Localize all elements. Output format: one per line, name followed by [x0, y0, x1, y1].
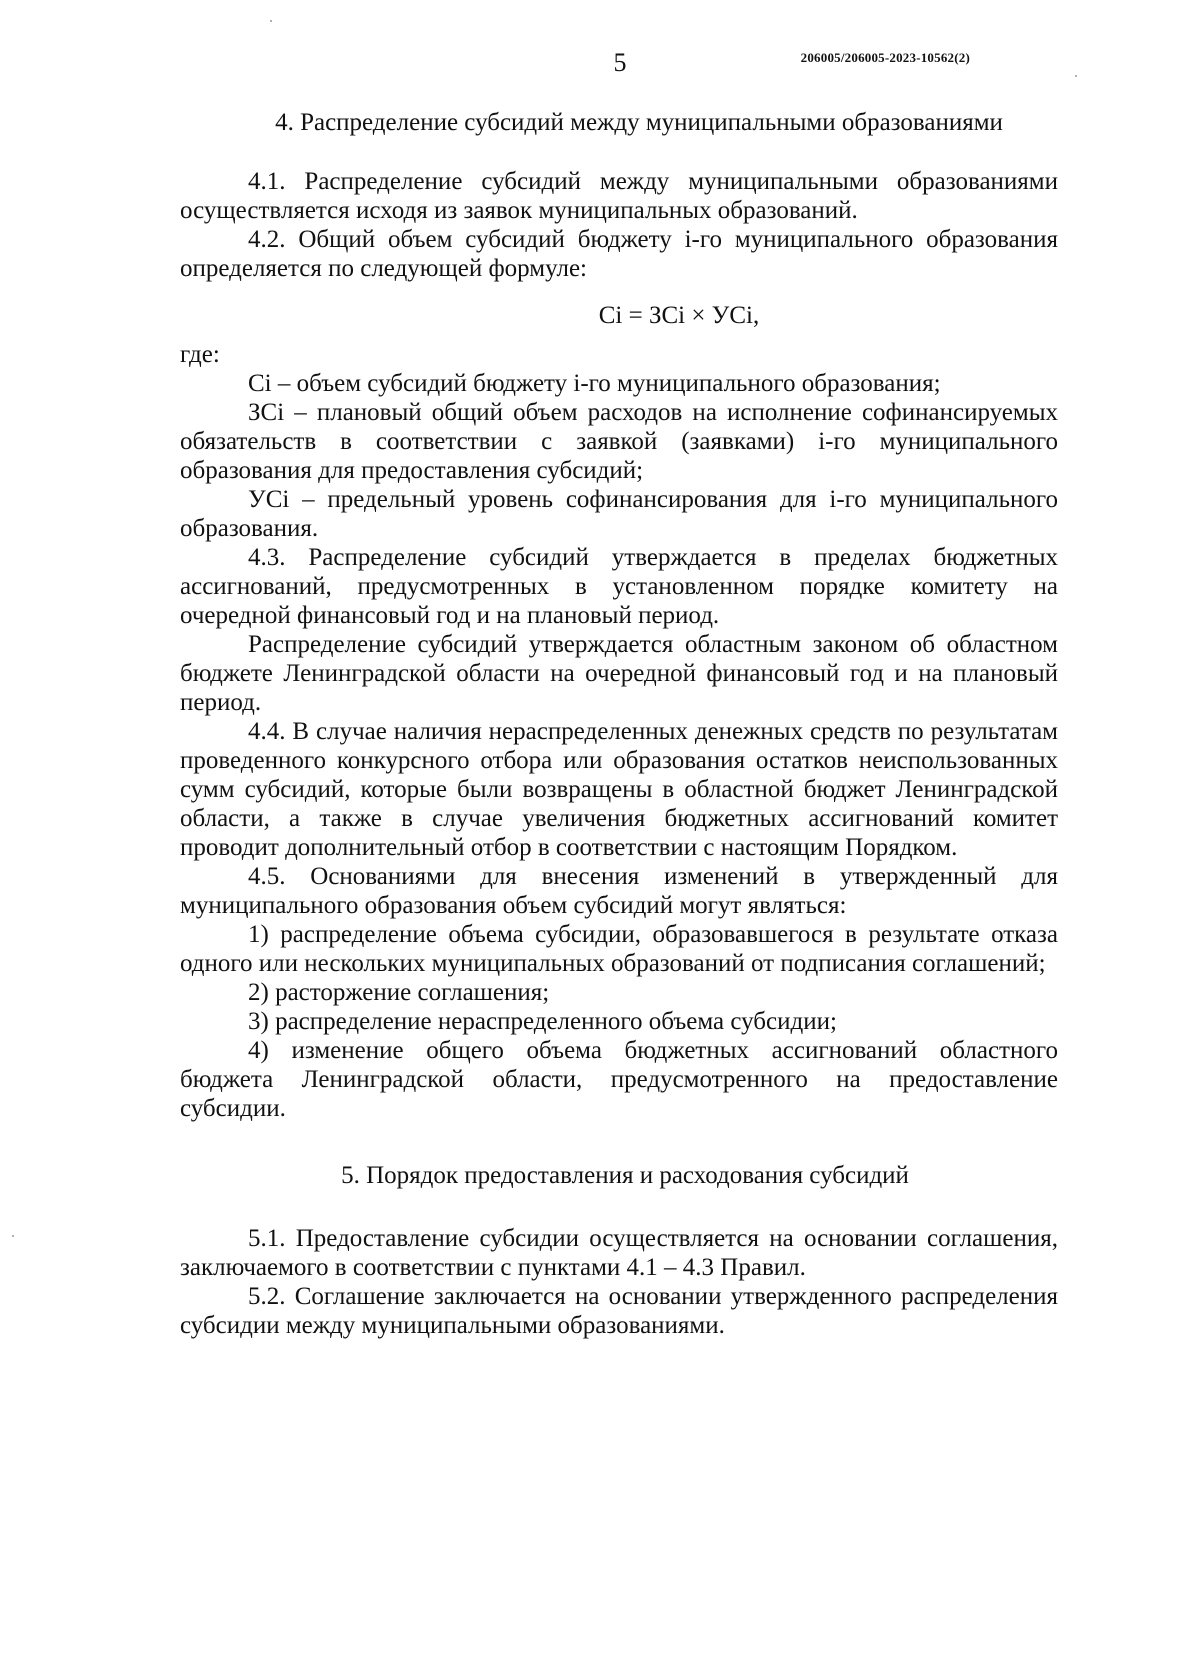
list-item-2: 2) расторжение соглашения;	[248, 979, 550, 1006]
scan-speck	[1075, 75, 1077, 77]
paragraph-4-3: 4.3. Распределение субсидий утверждается в пределах бюджетных ассигнований, предусмотренных в установленном порядке комитету на очередной финансовый год и на плановый период.	[180, 544, 1058, 629]
paragraph-4-2: 4.2. Общий объем субсидий бюджету i-го муниципального образования определяется по следующей формуле:	[180, 226, 1058, 282]
paragraph-4-3-continued: Распределение субсидий утверждается областным законом об областном бюджете Ленинградской области на очередной финансовый год и на плановый период.	[180, 631, 1058, 716]
page-number: 5	[613, 48, 627, 77]
subsidy-formula: Ci = ЗCi × УCi,	[598, 302, 760, 329]
paragraph-4-1: 4.1. Распределение субсидий между муниципальными образованиями осуществляется исходя из заявок муниципальных образований.	[180, 168, 1058, 224]
definition-ci: Ci – объем субсидий бюджету i-го муниципального образования;	[248, 370, 941, 397]
definition-uci: УCi – предельный уровень софинансирования для i-го муниципального образования.	[180, 486, 1058, 542]
paragraph-4-5: 4.5. Основаниями для внесения изменений в утвержденный для муниципального образования объем субсидий могут являться:	[180, 863, 1058, 919]
paragraph-5-2: 5.2. Соглашение заключается на основании утвержденного распределения субсидии между муниципальными образованиями.	[180, 1283, 1058, 1339]
list-item-4: 4) изменение общего объема бюджетных ассигнований областного бюджета Ленинградской области, предусмотренного на предоставление субсидии.	[180, 1037, 1058, 1122]
paragraph-5-1: 5.1. Предоставление субсидии осуществляется на основании соглашения, заключаемого в соответствии с пунктами 4.1 – 4.3 Правил.	[180, 1225, 1058, 1281]
scan-speck	[270, 20, 272, 22]
definition-zci: ЗCi – плановый общий объем расходов на исполнение софинансируемых обязательств в соответствии с заявкой (заявками) i-го муниципального образования для предоставления субсидий;	[180, 399, 1058, 484]
section-4-title: 4. Распределение субсидий между муниципальными образованиями	[275, 109, 1003, 136]
document-id: 206005/206005-2023-10562(2)	[800, 50, 970, 65]
list-item-3: 3) распределение нераспределенного объема субсидии;	[248, 1008, 837, 1035]
paragraph-4-4: 4.4. В случае наличия нераспределенных денежных средств по результатам проведенного конкурсного отбора или образования остатков неиспользованных сумм субсидий, которые были возвращены в областной бюджет Ленинградской области, а также в случае увеличения бюджетных ассигнований комитет проводит дополнительный отбор в соответствии с настоящим Порядком.	[180, 718, 1058, 861]
section-5-title: 5. Порядок предоставления и расходования субсидий	[341, 1162, 909, 1189]
document-body	[180, 108, 1058, 1340]
where-label: где:	[180, 341, 220, 368]
list-item-1: 1) распределение объема субсидии, образовавшегося в результате отказа одного или нескольких муниципальных образований от подписания соглашений;	[180, 921, 1058, 977]
scan-speck	[12, 1235, 14, 1237]
